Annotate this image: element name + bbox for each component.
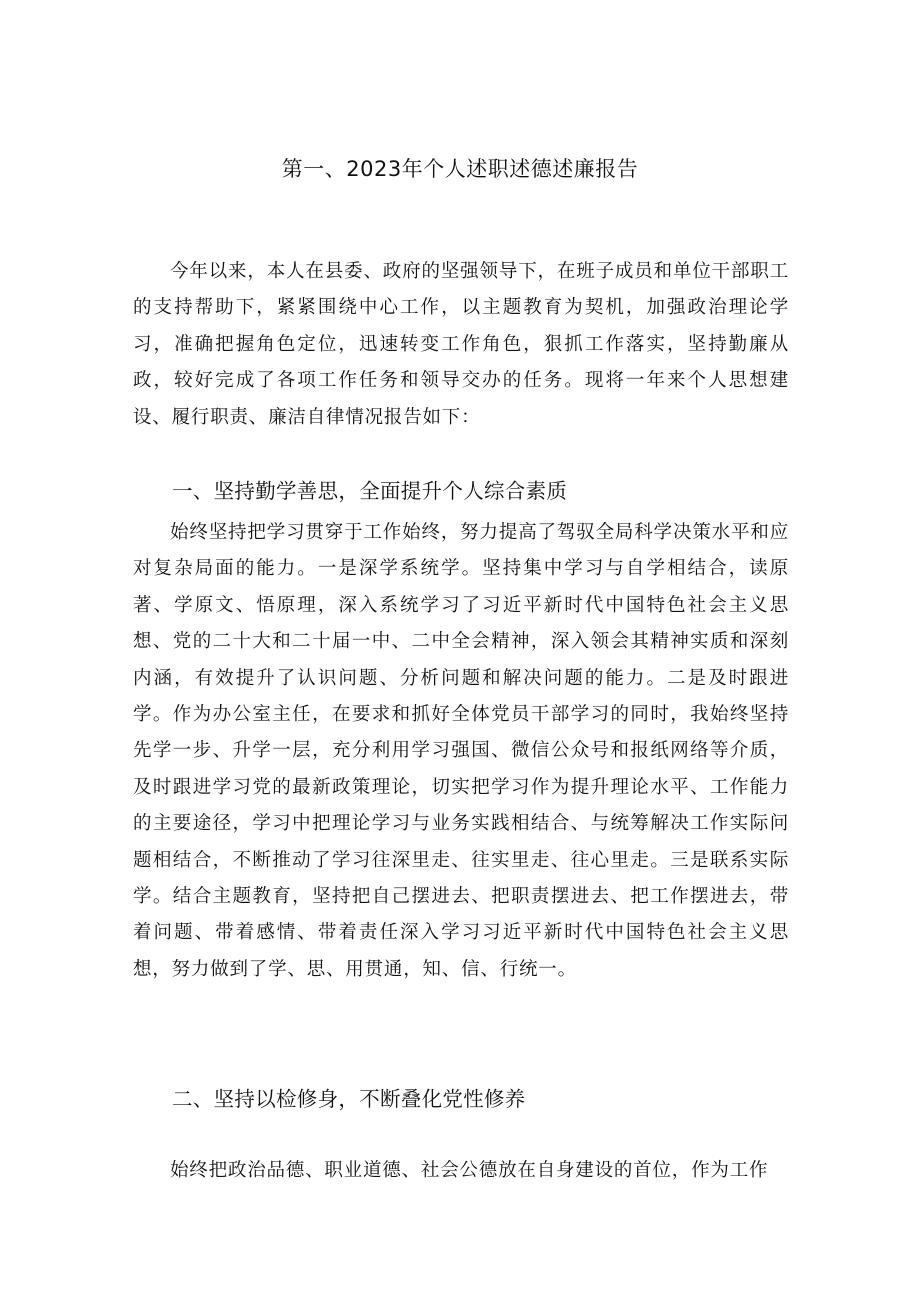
section-1-paragraph: 始终坚持把学习贯穿于工作始终，努力提高了驾驭全局科学决策水平和应对复杂局面的能力。一是深学系统学。坚持集中学习与自学相结合，读原著、学原文、悟原理，深入系统学习了习近平新时代中国特色社会主义思想、党的二十大和二十届一中、二中全会精神，深入领会其精神实质和深刻内涵，有效提升了认识问题、分析问题和解决问题的能力。二是及时跟进学。作为办公室主任，在要求和抓好全体党员干部学习的同时，我始终坚持先学一步、升学一层，充分利用学习强国、微信公众号和报纸网络等介质，及时跟进学习党的最新政策理论，切实把学习作为提升理论水平、工作能力的主要途径，学习中把理论学习与业务实践相结合、与统筹解决工作实际问题相结合，不断推动了学习往深里走、往实里走、往心里走。三是联系实际学。结合主题教育，坚持把自己摆进去、把职责摆进去、把工作摆进去，带着问题、带着感情、带着责任深入学习习近平新时代中国特色社会主义思想，努力做到了学、思、用贯通，知、信、行统一。 <box>133 522 789 980</box>
section-heading-2: 二、坚持以检修身，不断叠化党性修养 <box>172 1087 526 1111</box>
intro-paragraph: 今年以来，本人在县委、政府的坚强领导下，在班子成员和单位干部职工的支持帮助下，紧紧围绕中心工作，以主题教育为契机，加强政治理论学习，准确把握角色定位，迅速转变工作角色，狠抓工作落实，坚持勤廉从政，较好完成了各项工作任务和领导交办的任务。现将一年来个人思想建设、履行职责、廉洁自律情况报告如下： <box>133 261 789 428</box>
section-2-paragraph: 始终把政治品德、职业道德、社会公德放在自身建设的首位，作为工作 <box>170 1160 769 1181</box>
section-heading-1: 一、坚持勤学善思，全面提升个人综合素质 <box>172 479 568 503</box>
document-title: 第一、2023年个人述职述德述廉报告 <box>281 157 639 181</box>
